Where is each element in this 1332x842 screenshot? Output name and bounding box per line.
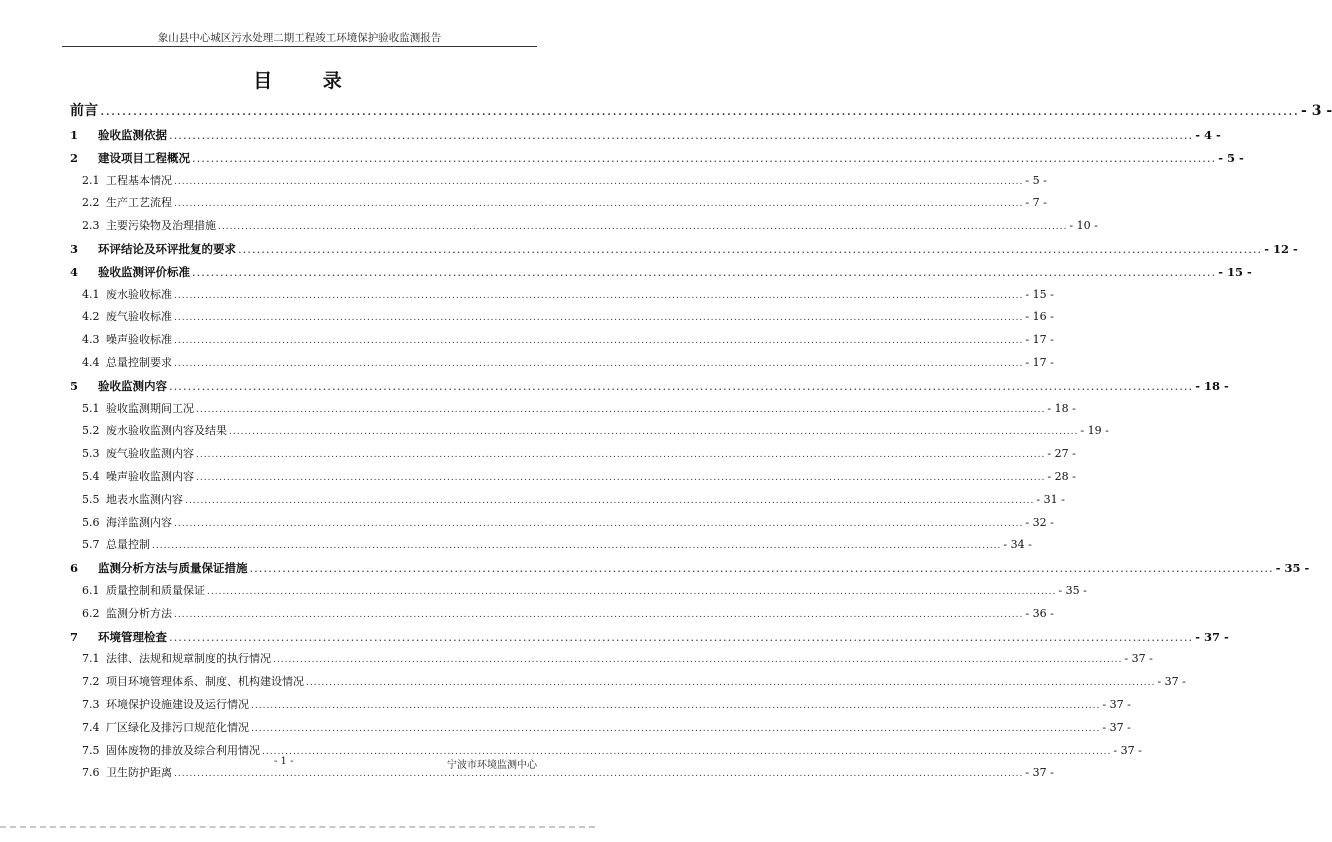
toc-entry[interactable]	[70, 98, 1332, 124]
running-header: 象山县中心城区污水处理二期工程竣工环境保护验收监测报告	[157, 32, 442, 44]
toc-entry-page: - 10 -	[1069, 219, 1098, 233]
toc-entry[interactable]	[70, 580, 1087, 603]
toc-entry-page: - 27 -	[1047, 447, 1076, 461]
toc-leader-dots: ............................................................................................................................................................................................................................	[174, 609, 1024, 620]
toc-entry-number: 4.2	[82, 310, 100, 324]
toc-entry-page: - 19 -	[1080, 424, 1109, 438]
toc-entry[interactable]	[70, 329, 1054, 352]
toc-entry[interactable]	[70, 557, 1310, 580]
toc-entry-page: - 5 -	[1025, 173, 1047, 187]
toc-entry-number: 7	[70, 629, 79, 644]
toc-entry-label: 环境管理检查	[98, 629, 167, 644]
toc-leader-dots: ............................................................................................................................................................................................................................	[174, 199, 1024, 210]
toc-entry-number: 2.2	[82, 196, 100, 210]
scan-edge-divider	[0, 826, 595, 828]
toc-entry-number: 5.5	[82, 492, 100, 506]
toc-leader-dots: ............................................................................................................................................................................................................................	[238, 241, 1263, 256]
toc-entry-label: 固体废物的排放及综合利用情况	[106, 743, 260, 757]
toc-entry[interactable]	[70, 534, 1032, 557]
toc-entry[interactable]	[70, 261, 1252, 284]
toc-leader-dots: ............................................................................................................................................................................................................................	[192, 264, 1217, 279]
toc-entry-number: 7.4	[82, 720, 100, 734]
toc-leader-dots: ............................................................................................................................................................................................................................	[251, 723, 1101, 734]
toc-entry-page: - 37 -	[1157, 675, 1186, 689]
toc-leader-dots: ............................................................................................................................................................................................................................	[185, 495, 1035, 506]
toc-entry-page: - 18 -	[1047, 401, 1076, 415]
toc-entry-number: 5.6	[82, 515, 100, 529]
toc-entry[interactable]	[70, 124, 1221, 147]
toc-entry-page: - 18 -	[1195, 378, 1229, 393]
toc-entry-number: 5.3	[82, 447, 100, 461]
toc-entry[interactable]	[70, 306, 1054, 329]
toc-entry[interactable]	[70, 170, 1047, 193]
toc-entry-number: 1	[70, 128, 79, 142]
toc-entry-page: - 37 -	[1102, 697, 1131, 711]
toc-entry[interactable]	[70, 443, 1076, 466]
toc-entry-label: 废水验收标准	[106, 287, 172, 301]
toc-leader-dots: ............................................................................................................................................................................................................................	[207, 586, 1057, 597]
toc-entry[interactable]	[70, 284, 1054, 307]
toc-entry-label: 验收监测依据	[98, 128, 167, 142]
toc-entry-label: 总量控制要求	[106, 355, 172, 369]
toc-leader-dots: ............................................................................................................................................................................................................................	[273, 655, 1123, 666]
toc-entry-label: 废气验收标准	[106, 310, 172, 324]
toc-entry-number: 4	[70, 264, 79, 279]
toc-leader-dots: ............................................................................................................................................................................................................................	[251, 700, 1101, 711]
toc-entry[interactable]	[70, 466, 1076, 489]
toc-entry-label: 验收监测评价标准	[98, 264, 190, 279]
toc-entry[interactable]	[70, 512, 1054, 535]
toc-entry[interactable]	[70, 626, 1229, 649]
toc-entry-label: 噪声验收监测内容	[106, 469, 194, 483]
toc-entry-page: - 7 -	[1025, 196, 1047, 210]
toc-entry-label: 监测分析方法	[106, 606, 172, 620]
toc-leader-dots: ............................................................................................................................................................................................................................	[174, 176, 1024, 187]
toc-leader-dots: ............................................................................................................................................................................................................................	[196, 450, 1046, 461]
toc-entry-page: - 4 -	[1195, 128, 1221, 142]
toc-entry-label: 项目环境管理体系、制度、机构建设情况	[106, 675, 304, 689]
toc-entry-page: - 35 -	[1275, 561, 1310, 576]
toc-entry-page: - 17 -	[1025, 355, 1054, 369]
toc-entry-page: - 12 -	[1264, 241, 1298, 256]
toc-entry-number: 2	[70, 150, 79, 165]
toc-leader-dots: ............................................................................................................................................................................................................................	[196, 472, 1046, 483]
toc-entry-number: 4.1	[82, 287, 100, 301]
page-number: - 1 -	[274, 756, 294, 767]
toc-leader-dots: ............................................................................................................................................................................................................................	[192, 150, 1217, 165]
toc-leader-dots: ............................................................................................................................................................................................................................	[169, 128, 1194, 142]
toc-leader-dots: ............................................................................................................................................................................................................................	[174, 313, 1024, 324]
toc-entry-number: 2.3	[82, 219, 100, 233]
toc-entry-number: 4.4	[82, 355, 100, 369]
toc-entry-number: 4.3	[82, 333, 100, 347]
toc-entry-label: 法律、法规和规章制度的执行情况	[106, 652, 271, 666]
toc-entry[interactable]	[70, 147, 1244, 170]
toc-entry-label: 主要污染物及治理措施	[106, 219, 216, 233]
toc-entry-number: 5.7	[82, 538, 100, 552]
toc-entry-label: 环评结论及环评批复的要求	[98, 241, 236, 256]
toc-entry-page: - 37 -	[1124, 652, 1153, 666]
toc-entry-label: 地表水监测内容	[106, 492, 183, 506]
toc-entry-page: - 37 -	[1195, 629, 1229, 644]
toc-entry-page: - 36 -	[1025, 606, 1054, 620]
toc-entry-page: - 17 -	[1025, 333, 1054, 347]
toc-entry[interactable]	[70, 375, 1229, 398]
toc-entry[interactable]	[70, 192, 1047, 215]
toc-entry-label: 废水验收监测内容及结果	[106, 424, 227, 438]
toc-entry-label: 废气验收监测内容	[106, 447, 194, 461]
toc-entry-label: 生产工艺流程	[106, 196, 172, 210]
toc-entry[interactable]	[70, 694, 1131, 717]
toc-leader-dots: ............................................................................................................................................................................................................................	[218, 222, 1068, 233]
toc-entry-label: 环境保护设施建设及运行情况	[106, 697, 249, 711]
toc-leader-dots: ............................................................................................................................................................................................................................	[174, 518, 1024, 529]
toc-entry-page: - 37 -	[1025, 766, 1054, 780]
toc-entry-label: 质量控制和质量保证	[106, 583, 205, 597]
toc-leader-dots: ............................................................................................................................................................................................................................	[152, 541, 1002, 552]
toc-entry-label: 总量控制	[106, 538, 150, 552]
toc-entry-number: 5.4	[82, 469, 100, 483]
table-of-contents	[70, 98, 1332, 785]
toc-leader-dots: ............................................................................................................................................................................................................................	[169, 629, 1194, 644]
toc-entry-number: 3	[70, 241, 79, 256]
toc-leader-dots: ............................................................................................................................................................................................................................	[196, 404, 1046, 415]
toc-entry-number: 7.5	[82, 743, 100, 757]
toc-entry-number: 5.2	[82, 424, 100, 438]
toc-entry[interactable]	[70, 603, 1054, 626]
toc-entry[interactable]	[70, 398, 1076, 421]
toc-entry-number: 5	[70, 378, 79, 393]
toc-entry[interactable]	[70, 717, 1131, 740]
toc-entry-label: 前言	[70, 103, 98, 119]
toc-leader-dots: ............................................................................................................................................................................................................................	[174, 336, 1024, 347]
toc-leader-dots: ............................................................................................................................................................................................................................	[249, 561, 1274, 576]
toc-entry-page: - 5 -	[1218, 150, 1244, 165]
toc-entry-page: - 31 -	[1036, 492, 1065, 506]
toc-leader-dots: ............................................................................................................................................................................................................................	[306, 678, 1156, 689]
toc-entry-label: 验收监测内容	[98, 378, 167, 393]
toc-entry-number: 6.1	[82, 583, 100, 597]
toc-entry[interactable]	[70, 648, 1153, 671]
toc-entry-page: - 34 -	[1003, 538, 1032, 552]
toc-entry-label: 海洋监测内容	[106, 515, 172, 529]
toc-leader-dots: ............................................................................................................................................................................................................................	[174, 769, 1024, 780]
toc-entry[interactable]	[70, 420, 1109, 443]
toc-leader-dots: ............................................................................................................................................................................................................................	[262, 746, 1112, 757]
toc-entry-number: 7.3	[82, 697, 100, 711]
toc-entry[interactable]	[70, 671, 1186, 694]
toc-entry[interactable]	[70, 352, 1054, 375]
toc-entry-page: - 37 -	[1102, 720, 1131, 734]
toc-entry-page: - 16 -	[1025, 310, 1054, 324]
toc-entry-number: 5.1	[82, 401, 100, 415]
toc-entry-number: 2.1	[82, 173, 100, 187]
toc-entry-label: 噪声验收标准	[106, 333, 172, 347]
organization-name: 宁波市环境监测中心	[447, 760, 537, 771]
toc-entry-label: 工程基本情况	[106, 173, 172, 187]
toc-leader-dots: ............................................................................................................................................................................................................................	[174, 290, 1024, 301]
page-title: 目 录	[253, 70, 364, 92]
toc-leader-dots: ............................................................................................................................................................................................................................	[174, 358, 1024, 369]
toc-entry-label: 验收监测期间工况	[106, 401, 194, 415]
toc-entry-page: - 37 -	[1113, 743, 1142, 757]
toc-entry-label: 监测分析方法与质量保证措施	[98, 561, 248, 576]
toc-leader-dots: ............................................................................................................................................................................................................................	[100, 103, 1300, 119]
toc-entry-page: - 15 -	[1218, 264, 1252, 279]
toc-entry-page: - 3 -	[1301, 103, 1332, 119]
toc-leader-dots: ............................................................................................................................................................................................................................	[229, 427, 1079, 438]
toc-entry-label: 卫生防护距离	[106, 766, 172, 780]
toc-entry-number: 7.2	[82, 675, 100, 689]
toc-entry-label: 建设项目工程概况	[98, 150, 190, 165]
header-rule	[62, 46, 537, 47]
toc-entry-page: - 32 -	[1025, 515, 1054, 529]
toc-entry[interactable]	[70, 215, 1098, 238]
toc-entry[interactable]	[70, 489, 1065, 512]
toc-entry-number: 6	[70, 561, 79, 576]
toc-entry-page: - 35 -	[1058, 583, 1087, 597]
toc-entry-label: 厂区绿化及排污口规范化情况	[106, 720, 249, 734]
toc-entry[interactable]	[70, 238, 1298, 261]
toc-entry-page: - 15 -	[1025, 287, 1054, 301]
toc-leader-dots: ............................................................................................................................................................................................................................	[169, 378, 1194, 393]
toc-entry-number: 7.6	[82, 766, 100, 780]
toc-entry-number: 7.1	[82, 652, 100, 666]
toc-entry-page: - 28 -	[1047, 469, 1076, 483]
toc-entry-number: 6.2	[82, 606, 100, 620]
